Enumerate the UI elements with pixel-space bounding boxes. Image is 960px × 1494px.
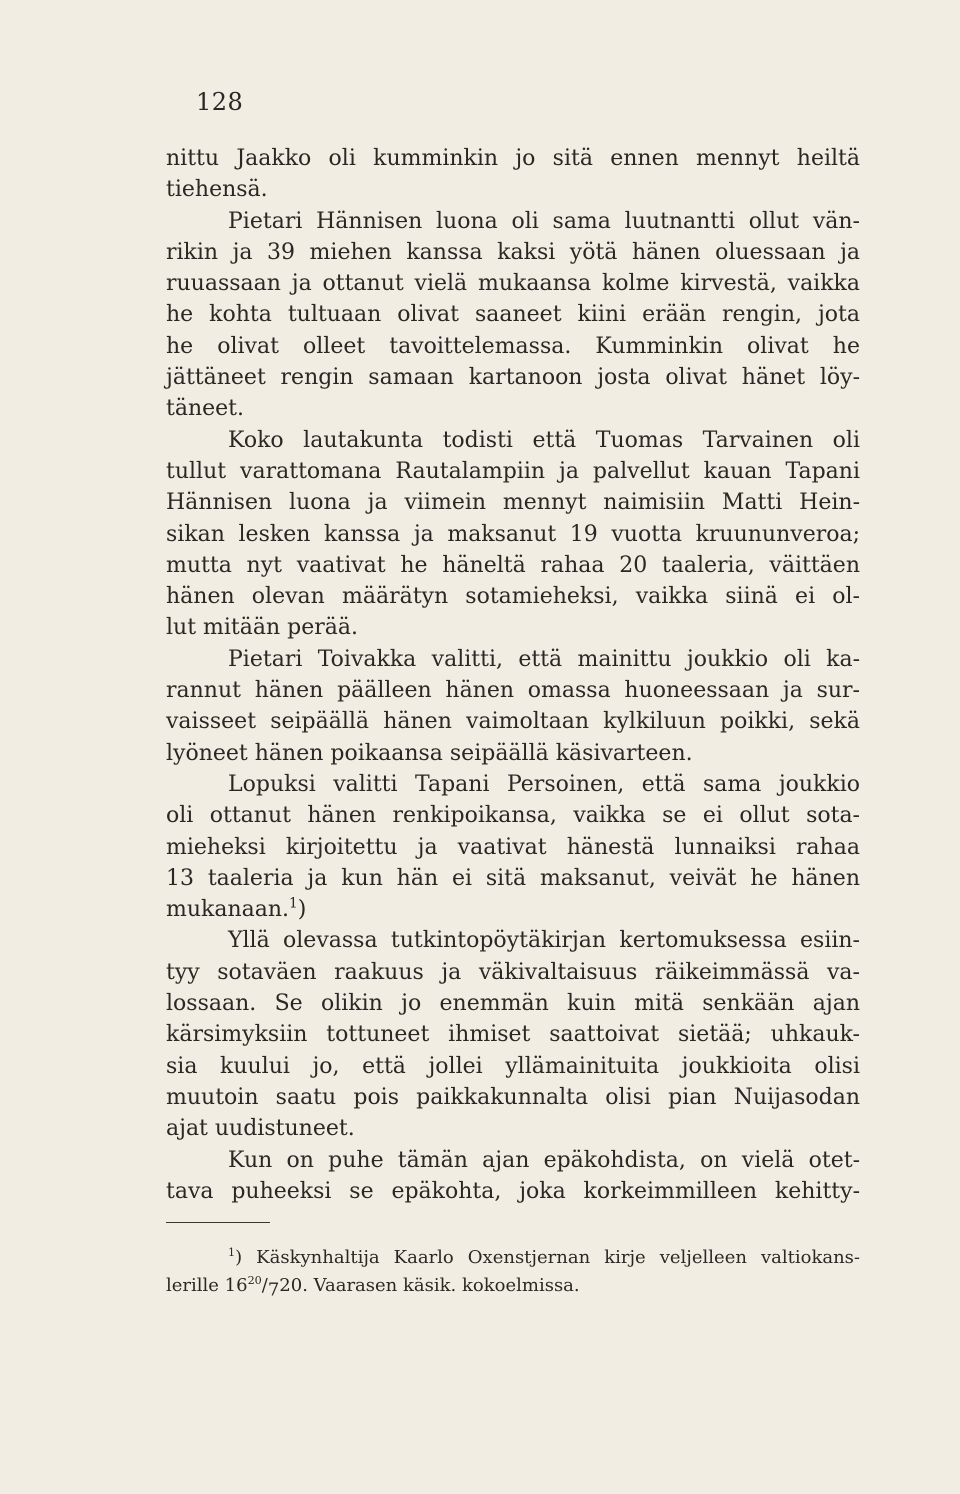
text-line: hänen olevan määrätyn sotamieheksi, vaikka siinä ei ol- — [166, 584, 860, 610]
text-line: he olivat olleet tavoittelemassa. Kumminkin olivat he — [166, 333, 860, 359]
text-line: Yllä olevassa tutkintopöytäkirjan kertomuksessa esiin- — [228, 928, 860, 954]
text-line: jättäneet rengin samaan kartanoon josta olivat hänet löy- — [166, 365, 860, 391]
text-line: he kohta tultuaan olivat saaneet kiini erään rengin, jota — [166, 302, 860, 328]
footnote-reference: 1 — [289, 895, 298, 912]
text-line: Koko lautakunta todisti että Tuomas Tarvainen oli — [228, 427, 860, 453]
text-line: Lopuksi valitti Tapani Persoinen, että sama joukkio — [228, 771, 860, 797]
text-line: täneet. — [166, 396, 244, 422]
text-line: oli ottanut hänen renkipoikansa, vaikka se ei ollut sota- — [166, 803, 860, 829]
text-line: tiehensä. — [166, 177, 268, 203]
text-line: 13 taaleria ja kun hän ei sitä maksanut, veivät he hänen — [166, 865, 860, 891]
text-line: Pietari Hännisen luona oli sama luutnantti ollut vän- — [228, 208, 860, 234]
footnote-line: lerille $16^{20}/_720$. Vaarasen käsik. kokoelmissa. — [166, 1274, 580, 1301]
footnote-separator — [166, 1222, 270, 1223]
text-line: mukanaan.$^1$) — [166, 895, 307, 923]
text-line: Kun on puhe tämän ajan epäkohdista, on vielä otet- — [228, 1147, 860, 1173]
body-text — [166, 143, 860, 1207]
footnote-marker: 1 — [228, 1246, 236, 1259]
text-line: muutoin saatu pois paikkakunnalta olisi pian Nuijasodan — [166, 1084, 860, 1110]
text-line: mieheksi kirjoitettu ja vaativat hänestä lunnaiksi rahaa — [166, 834, 860, 860]
text-line: mutta nyt vaativat he häneltä rahaa 20 taaleria, väittäen — [166, 552, 860, 578]
text-line: lossaan. Se olikin jo enemmän kuin mitä senkään ajan — [166, 991, 860, 1017]
text-line: vaisseet seipäällä hänen vaimoltaan kylkiluun poikki, sekä — [166, 709, 860, 735]
text-line: sia kuului jo, että jollei yllämainituita joukkioita olisi — [166, 1053, 860, 1079]
text-line: lut mitään perää. — [166, 615, 359, 641]
text-line: tyy sotaväen raakuus ja väkivaltaisuus räikeimmässä va- — [166, 959, 860, 985]
text-line: nittu Jaakko oli kumminkin jo sitä ennen mennyt heiltä — [166, 146, 860, 171]
text-line: Pietari Toivakka valitti, että mainittu joukkio oli ka- — [228, 646, 860, 672]
text-line: tava puheeksi se epäkohta, joka korkeimmilleen kehitty- — [166, 1178, 860, 1204]
page-number: 128 — [196, 88, 244, 116]
text-line: ruuassaan ja ottanut vielä mukaansa kolme kirvestä, vaikka — [166, 271, 860, 297]
text-line: tullut varattomana Rautalampiin ja palvellut kauan Tapani — [166, 458, 860, 484]
text-line: lyöneet hänen poikaansa seipäällä käsivarteen. — [166, 740, 693, 766]
text-line: kärsimyksiin tottuneet ihmiset saattoivat sietää; uhkauk- — [166, 1022, 860, 1048]
text-line: sikan lesken kanssa ja maksanut 19 vuotta kruununveroa; — [166, 521, 860, 547]
text-line: Hännisen luona ja viimein mennyt naimisiin Matti Hein- — [166, 490, 860, 516]
footnote-line: $^1$) Käskynhaltija Kaarlo Oxenstjernan kirje veljelleen valtiokans- — [228, 1246, 860, 1268]
text-line: ajat uudistuneet. — [166, 1116, 355, 1142]
footnote — [166, 1244, 860, 1300]
text-line: rikin ja 39 miehen kanssa kaksi yötä hänen oluessaan ja — [166, 239, 860, 265]
text-line: rannut hänen päälleen hänen omassa huoneessaan ja sur- — [166, 678, 860, 704]
